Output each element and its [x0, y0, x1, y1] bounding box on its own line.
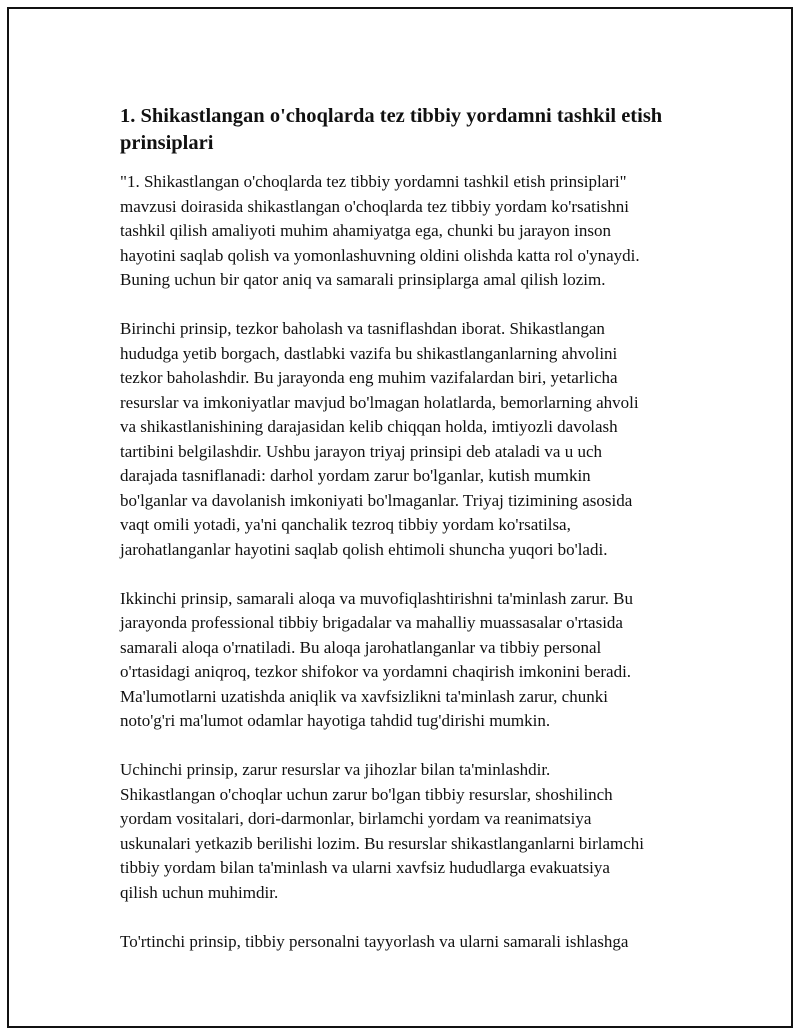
paragraph-third-principle: Uchinchi prinsip, zarur resurslar va jihozlar bilan ta'minlashdir. Shikastlangan o'choqlar uchun zarur bo'lgan tibbiy resurslar, shoshilinch yordam vositalari, dori-darmonlar, birlamchi yordam va reanimatsiya uskunalari yetkazib berilishi lozim. Bu resurslar shikastlanganlarni birlamchi tibbiy yordam bilan ta'minlash va ularni xavfsiz hududlarga evakuatsiya qilish uchun muhimdir. [120, 760, 645, 902]
section-heading: 1. Shikastlangan o'choqlarda tez tibbiy yordamni tashkil etish prinsiplari [120, 105, 663, 154]
paragraph-fourth-principle: To'rtinchi prinsip, tibbiy personalni tayyorlash va ularni samarali ishlashga [120, 931, 629, 951]
paragraph-gap [120, 734, 700, 759]
paragraph-gap [120, 293, 700, 318]
paragraph-second-principle: Ikkinchi prinsip, samarali aloqa va muvofiqlashtirishni ta'minlash zarur. Bu jarayonda professional tibbiy brigadalar va mahalliy muassasalar o'rtasida samarali aloqa o'rnatiladi. Bu aloqa jarohatlanganlar va tibbiy personal o'rtasidagi aniqroq, tezkor shifokor va yordamni chaqirish imkonini beradi. Ma'lumotlarni uzatishda aniqlik va xavfsizlikni ta'minlash zarur, chunki noto'g'ri ma'lumot odamlar hayotiga tahdid tug'dirishi mumkin. [120, 588, 633, 730]
document-body [120, 103, 700, 954]
paragraph-first-principle: Birinchi prinsip, tezkor baholash va tasniflashdan iborat. Shikastlangan hududga yetib borgach, dastlabki vazifa bu shikastlanganlarning ahvolini tezkor baholashdir. Bu jarayonda eng muhim vazifalardan biri, yetarlicha resurslar va imkoniyatlar mavjud bo'lmagan holatlarda, bemorlarning ahvoli va shikastlanishining darajasidan kelib chiqqan holda, imtiyozli davolash tartibini belgilashdir. Ushbu jarayon triyaj prinsipi deb ataladi va u uch darajada tasniflanadi: darhol yordam zarur bo'lganlar, kutish mumkin bo'lganlar va davolanish imkoniyati bo'lmaganlar. Triyaj tizimining asosida vaqt omili yotadi, ya'ni qanchalik tezroq tibbiy yordam ko'rsatilsa, jarohatlanganlar hayotini saqlab qolish ehtimoli shuncha yuqori bo'ladi. [120, 319, 639, 559]
page-frame [7, 7, 793, 1028]
paragraph-gap [120, 905, 700, 930]
paragraph-intro: "1. Shikastlangan o'choqlarda tez tibbiy yordamni tashkil etish prinsiplari" mavzusi doirasida shikastlangan o'choqlarda tez tibbiy yordam ko'rsatishni tashkil qilish amaliyoti muhim ahamiyatga ega, chunki bu jarayon inson hayotini saqlab qolish va yomonlashuvning oldini olishda katta rol o'ynaydi. Buning uchun bir qator aniq va samarali prinsiplarga amal qilish lozim. [120, 172, 640, 289]
paragraph-gap [120, 562, 700, 587]
